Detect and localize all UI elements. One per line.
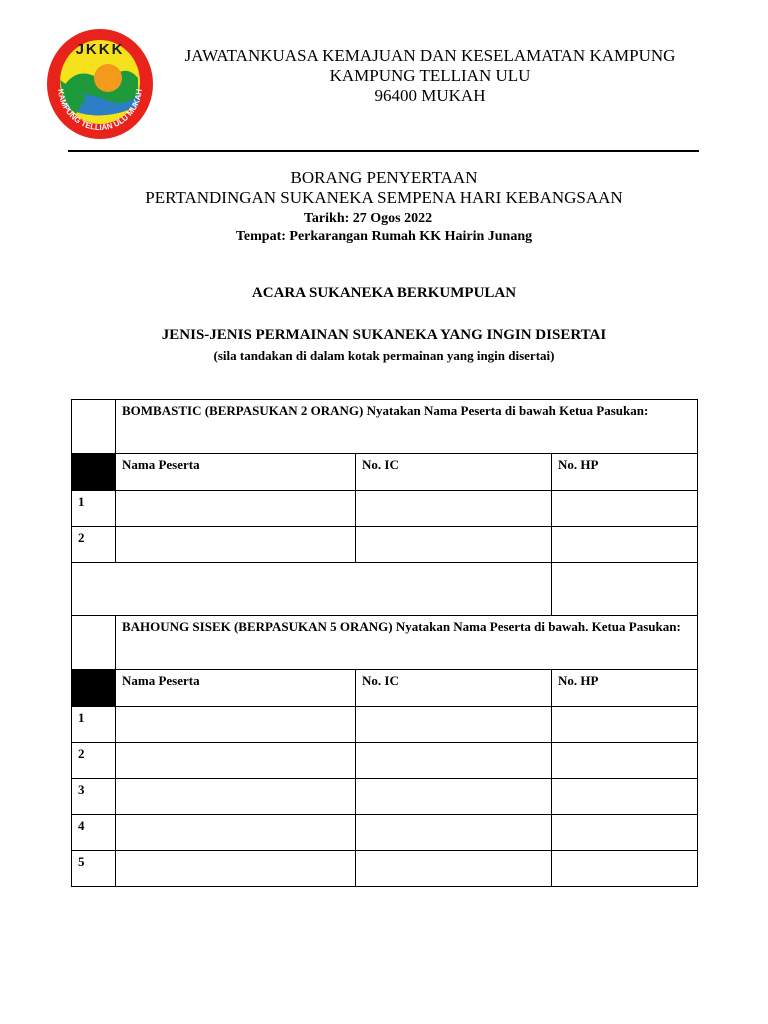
event-checkbox[interactable] [72,616,116,670]
participant-ic-cell[interactable] [356,743,552,779]
row-number: 1 [72,491,116,527]
participant-hp-cell[interactable] [552,527,698,563]
jkkk-logo [46,28,154,140]
participant-ic-cell[interactable] [356,851,552,887]
table-row [72,707,698,743]
table-row [72,743,698,779]
organisation-header [150,46,710,106]
logo-ring-text: KAMPUNG TELLIAN ULU MUKAH [56,88,144,133]
event-title-row [72,400,698,454]
form-titles [0,168,768,246]
header-blank-cell [72,670,116,707]
participant-hp-cell[interactable] [552,707,698,743]
header-blank-cell [72,454,116,491]
participant-hp-cell[interactable] [552,815,698,851]
org-name: JAWATANKUASA KEMAJUAN DAN KESELAMATAN KAMPUNG [184,46,676,65]
participant-ic-cell[interactable] [356,491,552,527]
jkkk-logo-emblem [46,28,154,140]
event-title: BAHOUNG SISEK (BERPASUKAN 5 ORANG) Nyatakan Nama Peserta di bawah. Ketua Pasukan: [116,616,698,670]
logo-sun [94,64,122,92]
column-header-name: Nama Peserta [116,670,356,707]
column-header-ic: No. IC [356,454,552,491]
event-venue: Tempat: Perkarangan Rumah KK Hairin Junang [235,229,533,244]
table-header-row [72,454,698,491]
participant-name-cell[interactable] [116,815,356,851]
table-row [72,779,698,815]
participant-hp-cell[interactable] [552,851,698,887]
row-number: 4 [72,815,116,851]
participant-hp-cell[interactable] [552,779,698,815]
event-date: Tarikh: 27 Ogos 2022 [303,211,433,226]
games-heading: JENIS-JENIS PERMAINAN SUKANEKA YANG INGIN DISERTAI [161,327,607,343]
participant-hp-cell[interactable] [552,491,698,527]
participant-name-cell[interactable] [116,707,356,743]
row-number: 2 [72,743,116,779]
participant-name-cell[interactable] [116,743,356,779]
spacer-cell [552,563,698,616]
table-row [72,815,698,851]
event-title-row [72,616,698,670]
column-header-hp: No. HP [552,454,698,491]
table-row [72,491,698,527]
participant-name-cell[interactable] [116,491,356,527]
participant-hp-cell[interactable] [552,743,698,779]
row-number: 2 [72,527,116,563]
participant-name-cell[interactable] [116,779,356,815]
instruction-text: (sila tandakan di dalam kotak permainan yang ingin disertai) [213,348,555,363]
column-header-name: Nama Peserta [116,454,356,491]
registration-table [71,399,698,887]
section-heading: ACARA SUKANEKA BERKUMPULAN [251,285,517,301]
form-subtitle: PERTANDINGAN SUKANEKA SEMPENA HARI KEBANGSAAN [145,188,623,207]
participant-ic-cell[interactable] [356,527,552,563]
header-divider [68,150,699,152]
form-title: BORANG PENYERTAAN [290,168,478,187]
row-number: 5 [72,851,116,887]
participant-ic-cell[interactable] [356,815,552,851]
participant-name-cell[interactable] [116,527,356,563]
participant-ic-cell[interactable] [356,779,552,815]
row-number: 3 [72,779,116,815]
table-header-row [72,670,698,707]
logo-initials: JKKK [75,41,125,58]
column-header-hp: No. HP [552,670,698,707]
participant-ic-cell[interactable] [356,707,552,743]
table-row [72,527,698,563]
event-title: BOMBASTIC (BERPASUKAN 2 ORANG) Nyatakan Nama Peserta di bawah Ketua Pasukan: [116,400,698,454]
event-checkbox[interactable] [72,400,116,454]
participant-name-cell[interactable] [116,851,356,887]
table-row [72,851,698,887]
postcode: 96400 MUKAH [374,86,486,105]
village-name: KAMPUNG TELLIAN ULU [329,66,531,85]
column-header-ic: No. IC [356,670,552,707]
row-number: 1 [72,707,116,743]
spacer-cell [72,563,552,616]
spacer-row [72,563,698,616]
